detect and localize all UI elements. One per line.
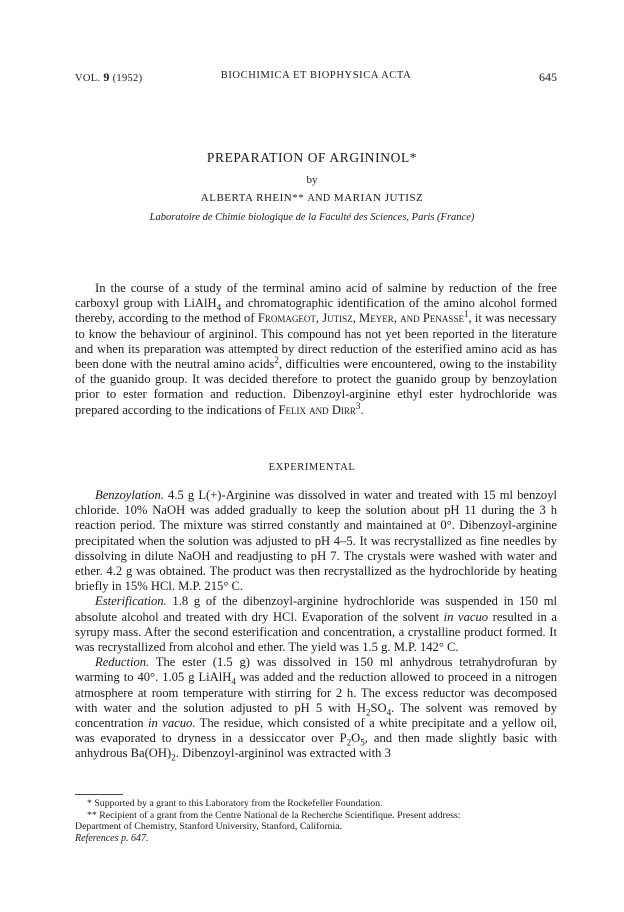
citation-fromageot: Fromageot, Jutisz, Meyer, and Penasse bbox=[257, 311, 464, 326]
references-note: References p. 647. bbox=[75, 833, 149, 844]
reduction-paragraph: Reduction. The ester (1.5 g) was dissolved in 150 ml anhydrous tetrahydrofuran by warming to 40°. 1.05 g LiAlH$_4$ was added and the reduction allowed to proceed in a nitrogen atmosphere at room temperature with stirring for 2 h. The excess reductor was decomposed with water and the solution adjusted to pH 5 with $H_2SO_4$. The solvent was removed by concentration in vacuo. The residue, which consisted of a white precipitate and a yellow oil, was evaporated to dryness in a dessiccator over $P_2O_5$, and then made slightly basic with anhydrous $Ba(OH)_2$. Dibenzoyl-argininol was extracted with 3 bbox=[75, 655, 557, 763]
paragraph-heading: Esterification. bbox=[95, 594, 167, 609]
author-jutisz: MARIAN JUTISZ bbox=[333, 192, 424, 204]
benzoylation-paragraph: Benzoylation. 4.5 g L(+)-Arginine was dissolved in water and treated with 15 ml benzoyl chloride. 10% NaOH was added gradually to keep the solution about pH 11 during the 3 h reaction period. The mixture was stirred constantly and maintained at 0°. Dibenzoyl-arginine precipitated when the solution was adjusted to pH 4–5. It was recrystallized as fine needles by dissolving in dilute NaOH and readjusting to pH 7. The crystals were washed with water and ether. 4.2 g was obtained. The product was then recrystallized as the hydrochloride by heating briefly in 15% HCl. M.P. 215° C. bbox=[75, 488, 557, 594]
author-rhein: ALBERTA RHEIN** bbox=[200, 192, 305, 204]
footnote-1: * Supported by a grant to this Laboratory from the Rockefeller Foundation. bbox=[87, 798, 383, 809]
footnote-rule bbox=[75, 794, 123, 795]
affiliation: Laboratoire de Chimie biologique de la Faculté des Sciences, Paris (France) bbox=[149, 212, 475, 223]
experimental-section bbox=[75, 488, 557, 762]
section-heading-experimental: EXPERIMENTAL bbox=[268, 462, 356, 473]
esterification-paragraph: Esterification. 1.8 g of the dibenzoyl-arginine hydrochloride was suspended in 150 ml absolute alcohol and treated with dry HCl. Evaporation of the solvent in vacuo resulted in a syrupy mass. After the second esterification and concentration, a crystalline product formed. It was recrystallized from alcohol and ether. The yield was 1.5 g. M.P. 142° C. bbox=[75, 594, 557, 655]
ref-marker: 3 bbox=[355, 400, 361, 411]
footnote-2-continued: Department of Chemistry, Stanford University, Stanford, California. bbox=[75, 821, 342, 833]
citation-felix: Felix and Dirr bbox=[278, 402, 356, 417]
article-title: PREPARATION OF ARGININOL* bbox=[206, 150, 418, 165]
introduction bbox=[75, 281, 557, 418]
author-conjunction: AND bbox=[307, 193, 331, 204]
volume-number: 9 bbox=[103, 70, 110, 84]
ref-marker: 1 bbox=[463, 309, 469, 320]
journal-name: BIOCHIMICA ET BIOPHYSICA ACTA bbox=[220, 70, 412, 81]
intro-paragraph: In the course of a study of the terminal amino acid of salmine by reduction of the free carboxyl group with LiAlH$_4$ and chromatographic identification of the amino alcohol formed thereby, according to the method of Fromageot, Jutisz, Meyer, and Penasse$^1$, it was necessary to know the behaviour of argininol. This compound has not yet been reported in the literature and when its preparation was attempted by direct reduction of the esterified amino acid as has been done with the neutral amino acids$^2$, difficulties were encountered, owing to the instability of the guanido group. It was decided therefore to protect the guanido group by benzoylation prior to ester formation and reduction. Dibenzoyl-arginine ethyl ester hydrochloride was prepared according to the indications of Felix and Dirr$^3$. bbox=[75, 281, 557, 417]
footnote-2: ** Recipient of a grant from the Centre National de la Recherche Scientifique. Present address: bbox=[87, 809, 461, 821]
ref-marker: 2 bbox=[274, 354, 279, 365]
volume-year: (1952) bbox=[112, 73, 143, 84]
footnotes bbox=[75, 798, 557, 833]
volume-label: VOL. 9 (1952) bbox=[75, 70, 143, 84]
page-number: 645 bbox=[539, 70, 557, 84]
paragraph-heading: Benzoylation. bbox=[95, 488, 164, 502]
byline: by bbox=[306, 174, 318, 186]
running-header bbox=[75, 70, 557, 86]
paragraph-heading: Reduction. bbox=[95, 655, 150, 670]
author-list bbox=[0, 192, 624, 204]
